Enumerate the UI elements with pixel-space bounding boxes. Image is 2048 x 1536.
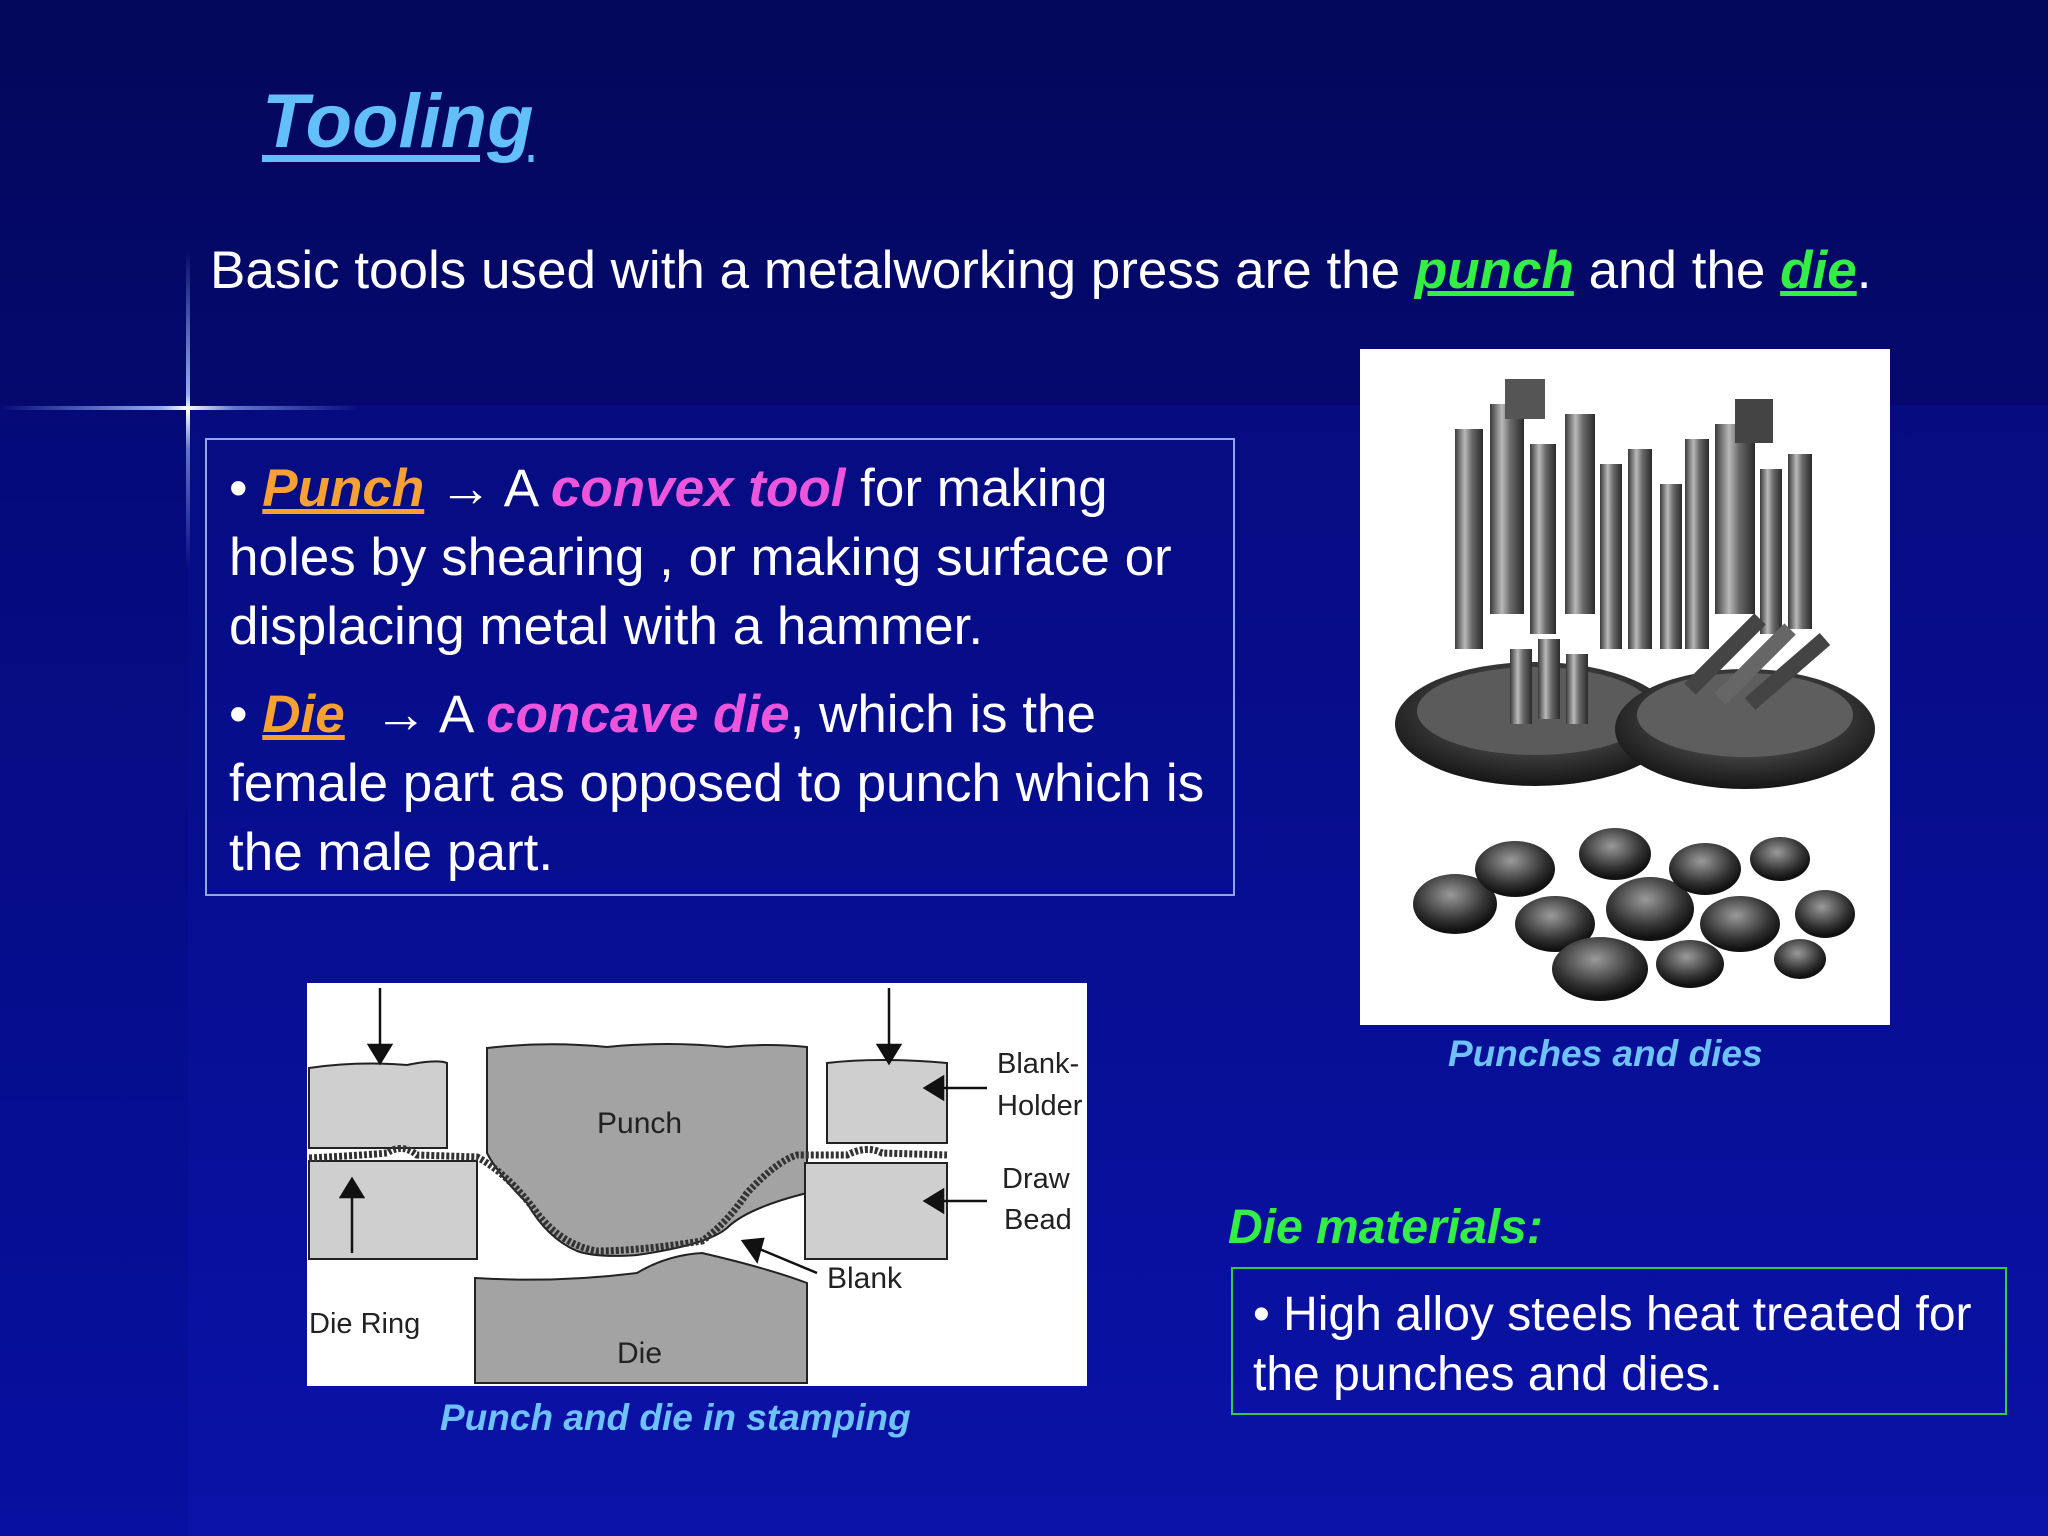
definition-text: , which is the female part as opposed to punch which is the male part. xyxy=(229,685,1205,882)
draw-bead-shape xyxy=(805,1163,947,1259)
label-die: Die xyxy=(617,1337,663,1370)
definition-text: for making holes by shearing , or making surface or displacing metal with a hammer. xyxy=(229,459,1172,656)
punch-rods xyxy=(1455,379,1812,649)
blank-holder-right-shape xyxy=(827,1060,947,1143)
blank-holder-left-shape xyxy=(309,1061,447,1148)
bullet: • xyxy=(229,459,263,518)
label-blank-holder-line-2: Holder xyxy=(997,1090,1083,1122)
punches-and-dies-photo xyxy=(1360,349,1890,1025)
slide-title: Tooling xyxy=(262,79,534,164)
term-punch: Punch xyxy=(262,459,425,518)
sparkle-decoration-vertical xyxy=(186,250,190,570)
highlight-concave-die: concave die xyxy=(486,685,790,744)
stamping-diagram xyxy=(307,983,1087,1386)
die-ring-shape xyxy=(309,1161,477,1259)
definition-die xyxy=(229,680,1213,887)
background-left-band xyxy=(0,405,188,1536)
intro-text-before: Basic tools used with a metalworking press are the xyxy=(210,241,1415,300)
die-materials-box xyxy=(1231,1267,2007,1415)
arrow-text: → A xyxy=(344,685,487,744)
punch-die-diagram xyxy=(307,983,1087,1386)
label-draw-bead-line-2: Bead xyxy=(1004,1204,1072,1236)
definitions-box xyxy=(205,438,1235,896)
intro-text-middle: and the xyxy=(1573,241,1781,300)
intro-sentence xyxy=(210,240,1871,301)
label-blank-holder-line-1: Blank- xyxy=(997,1048,1080,1080)
diagram-caption: Punch and die in stamping xyxy=(440,1397,911,1438)
punches-and-dies-illustration xyxy=(1360,349,1890,1025)
bullet: • xyxy=(229,685,263,744)
label-die-ring: Die Ring xyxy=(309,1308,421,1340)
label-blank: Blank xyxy=(827,1262,903,1295)
definition-punch xyxy=(229,454,1213,661)
arrow-text: → A xyxy=(424,459,551,518)
intro-keyword-punch: punch xyxy=(1414,241,1574,300)
intro-text-end: . xyxy=(1856,241,1872,300)
label-punch: Punch xyxy=(597,1107,683,1140)
intro-keyword-die: die xyxy=(1780,241,1857,300)
highlight-convex-tool: convex tool xyxy=(550,459,846,518)
background-top-band xyxy=(0,0,2048,405)
die-materials-title: Die materials: xyxy=(1228,1201,1543,1254)
sparkle-decoration-horizontal xyxy=(0,406,360,410)
punch-shape xyxy=(487,1044,807,1256)
die-materials-text: • High alloy steels heat treated for the punches and dies. xyxy=(1253,1288,1972,1401)
term-die: Die xyxy=(262,685,345,744)
label-draw-bead-line-1: Draw xyxy=(1002,1163,1070,1195)
photo-caption: Punches and dies xyxy=(1448,1033,1763,1074)
die-buttons xyxy=(1413,828,1855,1001)
